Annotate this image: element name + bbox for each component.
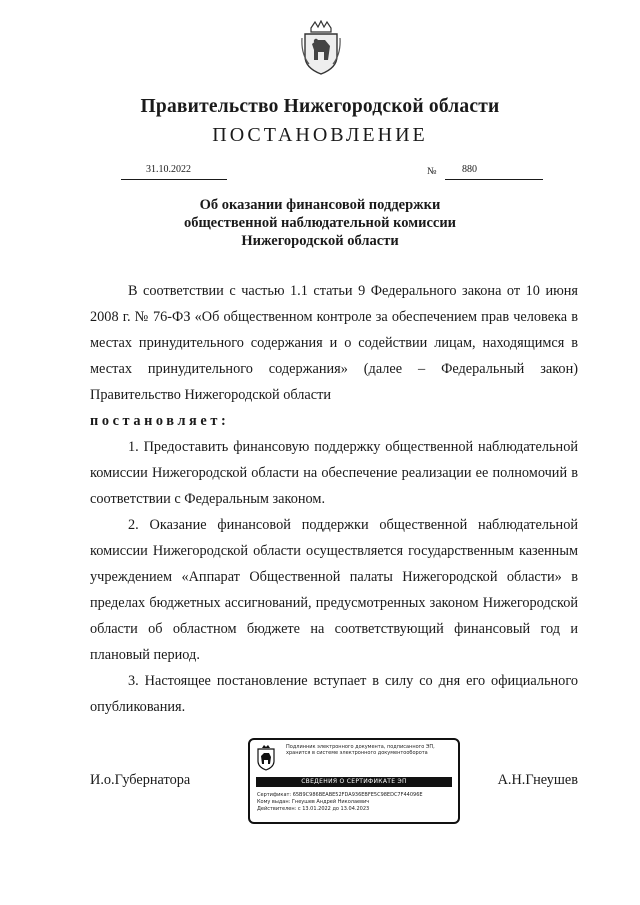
certificate-owner: Кому выдан: Гнеушев Андрей Николаевич	[257, 799, 370, 805]
intro-paragraph: В соответствии с частью 1.1 статьи 9 Федерального закона от 10 июня 2008 г. № 76-ФЗ «Об общественном контроле за обеспечением прав человека в местах принудительного содержания и о содействии лицам, находящимся в местах принудительного содержания» (далее – Федеральный закон) Правительство Нижегородской области	[90, 283, 578, 403]
electronic-signature-stamp	[248, 738, 460, 824]
subject-line: общественной наблюдательной комиссии	[183, 215, 457, 231]
document-body	[90, 278, 578, 720]
item-3-paragraph: 3. Настоящее постановление вступает в силу со дня его официального опубликования.	[90, 673, 578, 715]
document-date: 31.10.2022	[146, 164, 191, 175]
signatory-role: И.о.Губернатора	[90, 772, 191, 788]
item-1-paragraph: 1. Предоставить финансовую поддержку общественной наблюдательной комиссии Нижегородской области на обеспечение реализации ее полномочий в соответствии с Федеральным законом.	[90, 439, 578, 507]
subject-line: Об оказании финансовой поддержки	[199, 197, 441, 213]
certificate-validity: Действителен: с 13.01.2022 до 13.04.2023	[257, 806, 370, 812]
stamp-title-bar: СВЕДЕНИЯ О СЕРТИФИКАТЕ ЭП	[256, 777, 452, 787]
resolves-paragraph	[90, 408, 578, 434]
coat-of-arms-icon	[256, 745, 276, 771]
government-title: Правительство Нижегородской области	[140, 96, 500, 117]
number-underline	[445, 165, 543, 180]
item-2-paragraph: 2. Оказание финансовой поддержки общественной наблюдательной комиссии Нижегородской области осуществляется государственным казенным учреждением «Аппарат Общественной палаты Нижегородской области» в пределах бюджетных ассигнований, предусмотренных законом Нижегородской области об областном бюджете на соответствующий финансовый год и плановый период.	[90, 517, 578, 663]
stamp-header	[286, 744, 456, 756]
document-number: 880	[462, 164, 477, 175]
stamp-header-line: Подлинник электронного документа, подписанного ЭП,	[286, 744, 435, 750]
stamp-certificate-info	[257, 792, 457, 813]
stamp-header-line: хранится в системе электронного документооборота	[286, 750, 428, 756]
certificate-serial: Сертификат: 65B9C986BEABE52FDA936EBFE5C98EDC7F44096E	[257, 792, 423, 798]
subject-line: Нижегородской области	[241, 233, 399, 249]
signatory-name: А.Н.Гнеушев	[497, 772, 578, 788]
number-sign: №	[427, 166, 437, 177]
nizhny-novgorod-coat-of-arms-icon	[301, 20, 341, 76]
resolves-word: постановляет:	[90, 413, 230, 429]
document-subject	[0, 196, 640, 250]
document-type: ПОСТАНОВЛЕНИЕ	[212, 124, 428, 146]
